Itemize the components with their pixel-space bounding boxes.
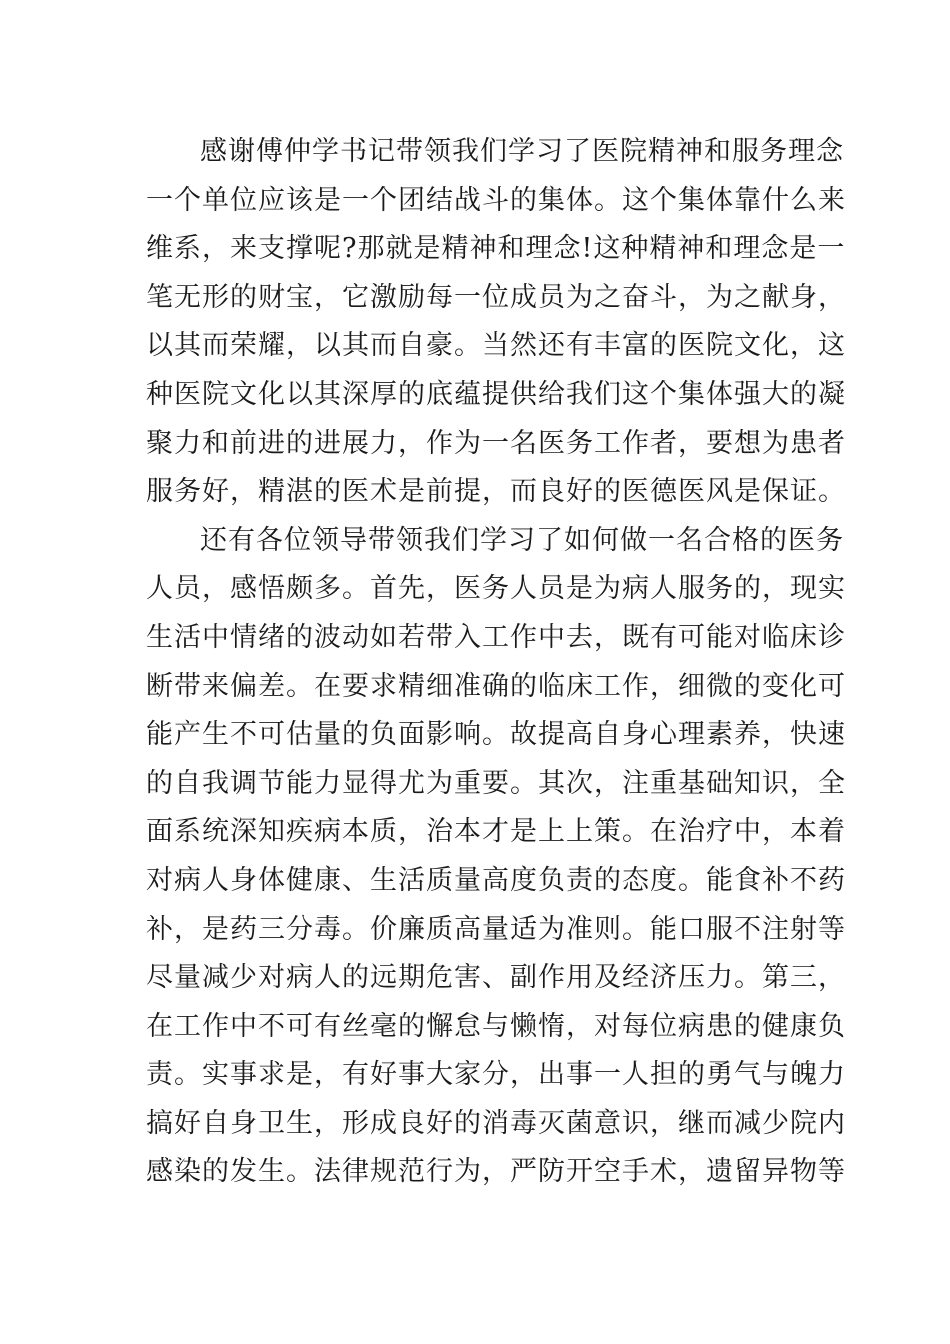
paragraph-1-line: 一个单位应该是一个团结战斗的集体。这个集体靠什么来 (146, 184, 846, 216)
paragraph-2-line: 感染的发生。法律规范行为，严防开空手术，遗留异物等 (146, 1156, 846, 1188)
paragraph-2-line: 人员，感悟颇多。首先，医务人员是为病人服务的，现实 (146, 573, 846, 605)
paragraph-2-line: 还有各位领导带领我们学习了如何做一名合格的医务 (200, 524, 844, 556)
paragraph-2-line: 的自我调节能力显得尤为重要。其次，注重基础知识，全 (146, 767, 846, 799)
paragraph-1-line: 种医院文化以其深厚的底蕴提供给我们这个集体强大的凝 (146, 378, 846, 410)
paragraph-2-line: 尽量减少对病人的远期危害、副作用及经济压力。第三， (146, 962, 846, 994)
paragraph-2-line: 搞好自身卫生，形成良好的消毒灭菌意识，继而减少院内 (146, 1107, 846, 1139)
paragraph-2-line: 责。实事求是，有好事大家分，出事一人担的勇气与魄力 (146, 1059, 846, 1091)
paragraph-1-line: 以其而荣耀，以其而自豪。当然还有丰富的医院文化，这 (146, 330, 846, 362)
paragraph-2-line: 对病人身体健康、生活质量高度负责的态度。能食补不药 (146, 864, 846, 896)
paragraph-1-line: 维系，来支撑呢?那就是精神和理念!这种精神和理念是一 (146, 233, 846, 265)
paragraph-2-line: 补，是药三分毒。价廉质高量适为准则。能口服不注射等 (146, 913, 846, 945)
paragraph-2-line: 生活中情绪的波动如若带入工作中去，既有可能对临床诊 (146, 621, 846, 653)
paragraph-2-line: 面系统深知疾病本质，治本才是上上策。在治疗中，本着 (146, 816, 846, 848)
body-text (146, 128, 846, 1197)
paragraph-1-line: 聚力和前进的进展力，作为一名医务工作者，要想为患者 (146, 427, 846, 459)
paragraph-1-line: 服务好，精湛的医术是前提，而良好的医德医风是保证。 (146, 476, 846, 508)
paragraph-2-line: 能产生不可估量的负面影响。故提高自身心理素养，快速 (146, 719, 846, 751)
paragraph-2-line: 断带来偏差。在要求精细准确的临床工作，细微的变化可 (146, 670, 846, 702)
paragraph-1-line: 感谢傅仲学书记带领我们学习了医院精神和服务理念 (200, 136, 844, 167)
paragraph-2-line: 在工作中不可有丝毫的懈怠与懒惰，对每位病患的健康负 (146, 1010, 846, 1042)
paragraph-1-line: 笔无形的财宝，它激励每一位成员为之奋斗，为之献身， (146, 281, 846, 313)
